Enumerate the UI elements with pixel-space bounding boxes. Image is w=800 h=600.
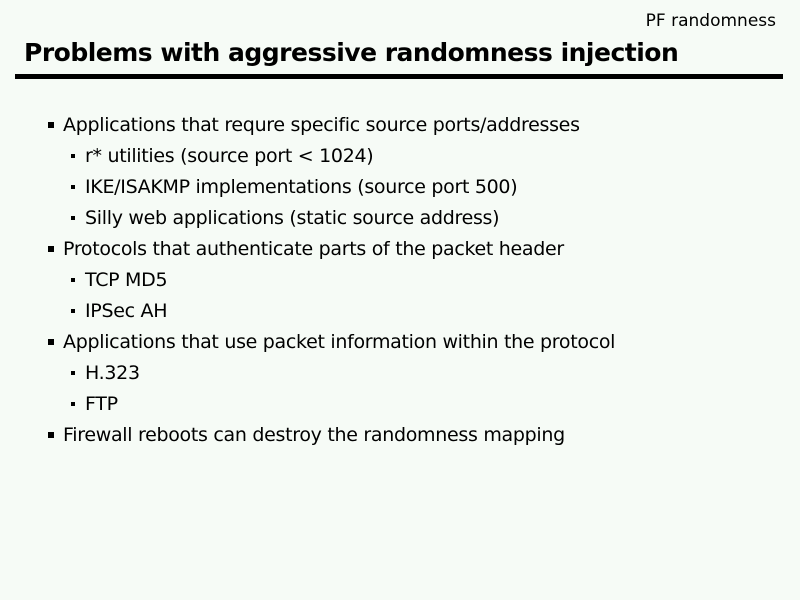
bullet-text: FTP <box>85 392 118 415</box>
bullet-item <box>0 109 800 140</box>
bullet-item <box>0 171 800 202</box>
bullet-square-icon <box>71 216 75 220</box>
title-divider <box>15 74 783 79</box>
bullet-item <box>0 326 800 357</box>
bullet-text: Protocols that authenticate parts of the packet header <box>63 237 564 260</box>
bullet-text: Silly web applications (static source address) <box>85 206 500 229</box>
bullet-item <box>0 202 800 233</box>
bullet-text: TCP MD5 <box>85 268 168 291</box>
bullet-text: Applications that requre specific source ports/addresses <box>63 113 580 136</box>
bullet-square-icon <box>71 309 75 313</box>
bullet-text: Firewall reboots can destroy the randomness mapping <box>63 423 565 446</box>
bullet-square-icon <box>71 371 75 375</box>
bullet-text: IPSec AH <box>85 299 168 322</box>
corner-label: PF randomness <box>645 11 776 31</box>
bullet-square-icon <box>71 185 75 189</box>
page-title: Problems with aggressive randomness injection <box>24 38 679 67</box>
bullet-item <box>0 357 800 388</box>
bullet-text: H.323 <box>85 361 140 384</box>
bullet-item <box>0 140 800 171</box>
bullet-item <box>0 295 800 326</box>
bullet-square-icon <box>71 402 75 406</box>
bullet-square-icon <box>48 122 54 128</box>
bullet-text: IKE/ISAKMP implementations (source port 500) <box>85 175 518 198</box>
bullet-square-icon <box>48 339 54 345</box>
bullet-square-icon <box>71 278 75 282</box>
bullet-item <box>0 264 800 295</box>
bullet-square-icon <box>48 432 54 438</box>
bullet-square-icon <box>71 154 75 158</box>
bullet-list <box>0 109 800 450</box>
bullet-text: r* utilities (source port < 1024) <box>85 144 374 167</box>
bullet-item <box>0 388 800 419</box>
bullet-item <box>0 419 800 450</box>
bullet-item <box>0 233 800 264</box>
bullet-text: Applications that use packet information within the protocol <box>63 330 616 353</box>
bullet-square-icon <box>48 246 54 252</box>
